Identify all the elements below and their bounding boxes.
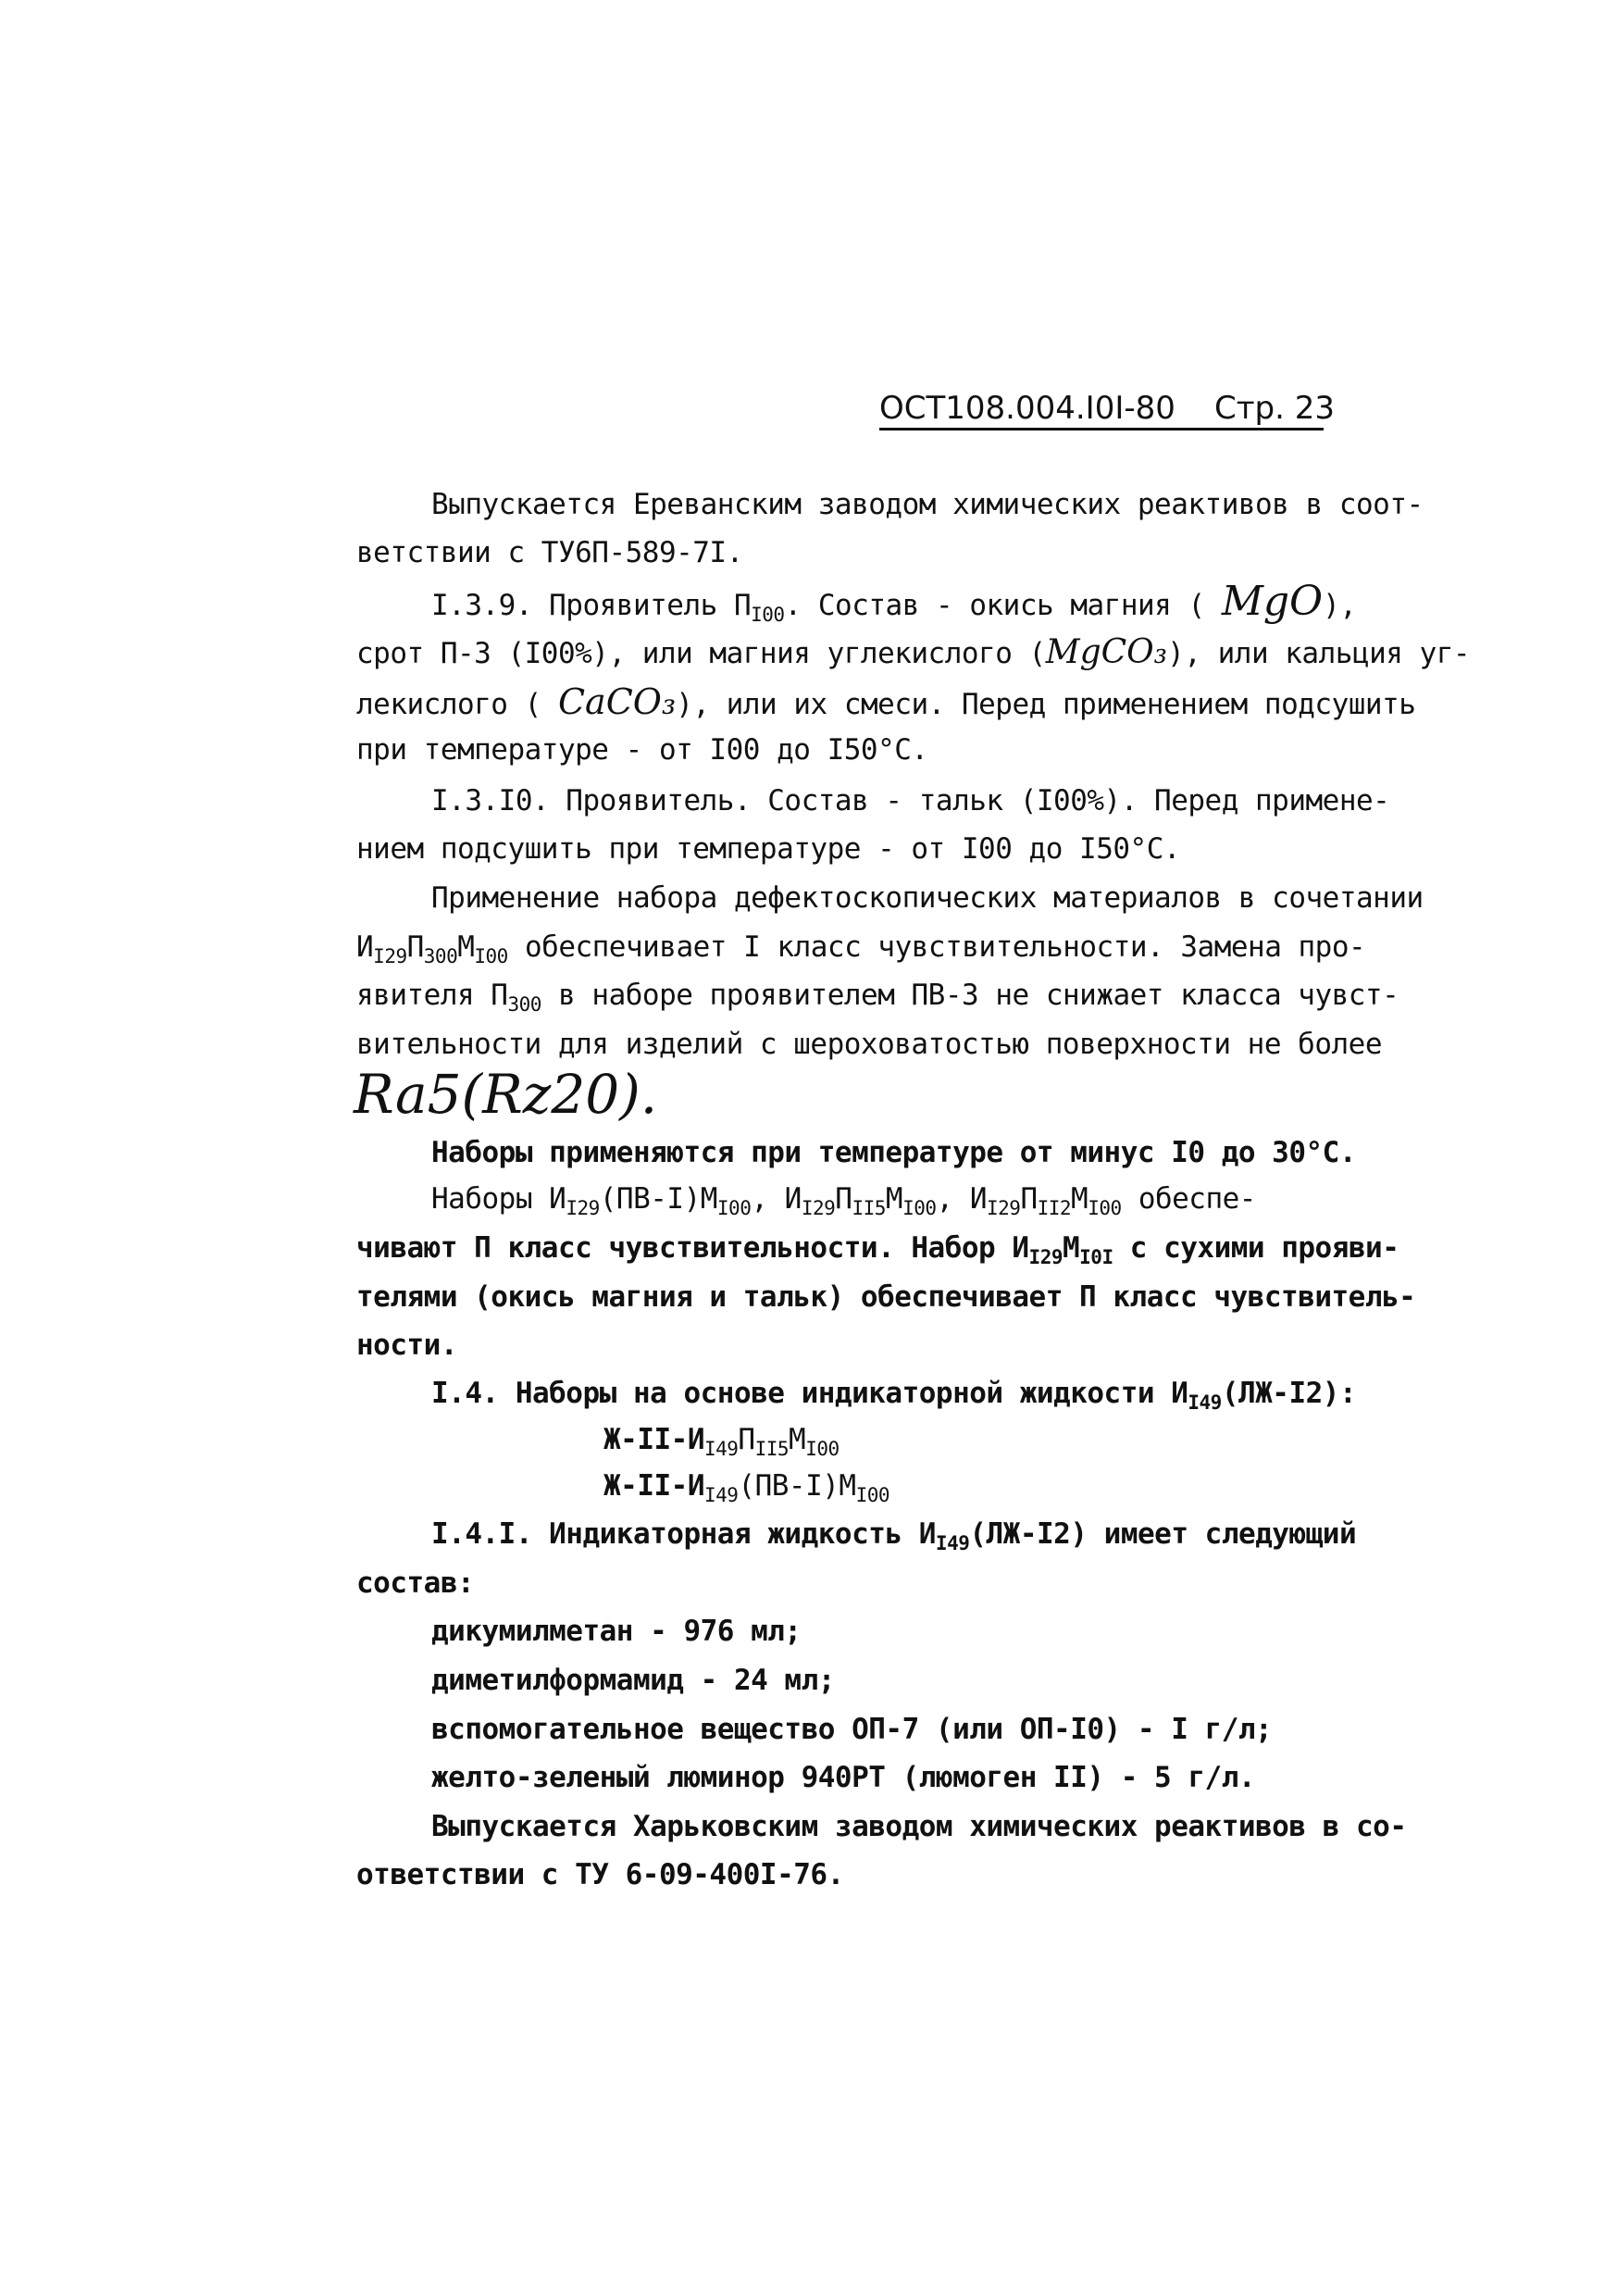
paragraph-4-line-3: явителя $П_{300}$ в наборе проявителем ПВ-3 не снижает класса чувст-: [356, 979, 1399, 1016]
document-code: ОСТ108.004.I0I-80: [879, 390, 1175, 427]
composition-item: вспомогательное вещество ОП-7 (или ОП-I0) - I г/л;: [431, 1713, 1273, 1746]
paragraph-5-line-1: Наборы применяются при температуре от минус I0 до 30°C.: [431, 1136, 1356, 1169]
composition-item: желто-зеленый люминор 940РТ (люмоген II) - 5 г/л.: [431, 1761, 1256, 1794]
paragraph-1-4-1-line-1: I.4.I. Индикаторная жидкость $И_{I49}(ЛЖ-I2)$ имеет следующий: [431, 1517, 1357, 1554]
paragraph-4-line-5: [354, 1065, 657, 1133]
page-number: Стр. 23: [1214, 390, 1336, 427]
section-1-4-heading: I.4. Наборы на основе индикаторной жидкости $И_{I49}(ЛЖ-I2)$:: [431, 1377, 1357, 1414]
handwritten-formula: MgO: [1221, 578, 1324, 625]
paragraph-6-line-4: ности.: [356, 1329, 457, 1362]
paragraph-1-3-10-line-2: нием подсушить при температуре - от I00 до I50°C.: [356, 832, 1181, 866]
set-formula-1: $Ж-II-И_{I49}П_{II5}М_{I00}$: [603, 1423, 840, 1460]
paragraph-9-line-2: ответствии с ТУ 6-09-400I-76.: [356, 1858, 844, 1891]
paragraph-4-line-4: вительности для изделий с шероховатостью поверхности не более: [356, 1028, 1382, 1061]
paragraph-4-line-2: $И_{I29}П_{300}М_{I00}$ обеспечивает I класс чувствительности. Замена про-: [356, 930, 1366, 967]
paragraph-1-line-2: ветствии с ТУ6П-589-7I.: [356, 536, 743, 569]
paragraph-9-line-1: Выпускается Харьковским заводом химических реактивов в со-: [431, 1810, 1407, 1843]
paragraph-1-4-1-line-2: состав:: [356, 1566, 475, 1600]
set-formula-2: $Ж-II-И_{I49}(ПВ-I)М_{I00}$: [603, 1469, 890, 1506]
paragraph-1-3-9-line-3: лекислого ( CaCO₃), или их смеси. Перед применением подсушить: [356, 681, 1416, 722]
handwritten-formula: CaCO₃: [557, 681, 677, 722]
paragraph-4-line-1: Применение набора дефектоскопических материалов в сочетании: [431, 881, 1424, 915]
paragraph-6-line-3: телями (окись магния и тальк) обеспечивает П класс чувствитель-: [356, 1280, 1416, 1314]
paragraph-1-3-9-line-4: при температуре - от I00 до I50°C.: [356, 733, 928, 767]
paragraph-1-line-1: Выпускается Ереванским заводом химических реактивов в соот-: [431, 488, 1424, 521]
paragraph-6-line-1: Наборы $И_{I29}(ПВ-I)М_{I00}$, $И_{I29}П_{II5}М_{I00}$, $И_{I29}П_{II2}М_{I00}$ обеспе-: [431, 1182, 1256, 1219]
paragraph-1-3-9-line-2: срот П-3 (I00%), или магния углекислого (MgCO₃), или кальция уг-: [356, 633, 1471, 671]
handwritten-roughness: Ra5(Rz20).: [354, 1063, 658, 1126]
page-header: [879, 387, 1336, 430]
paragraph-6-line-2: чивают П класс чувствительности. Набор $И_{I29}М_{I0I}$ с сухими прояви-: [356, 1231, 1399, 1268]
paragraph-1-3-9-line-1: I.3.9. Проявитель $П_{I00}$. Состав - окись магния ( MgO),: [431, 578, 1357, 626]
header-underline: [879, 428, 1324, 430]
paragraph-1-3-10-line-1: I.3.I0. Проявитель. Состав - тальк (I00%). Перед примене-: [431, 784, 1390, 817]
composition-item: диметилформамид - 24 мл;: [431, 1664, 835, 1697]
composition-item: дикумилметан - 976 мл;: [431, 1615, 802, 1648]
handwritten-formula: MgCO₃: [1045, 633, 1168, 671]
